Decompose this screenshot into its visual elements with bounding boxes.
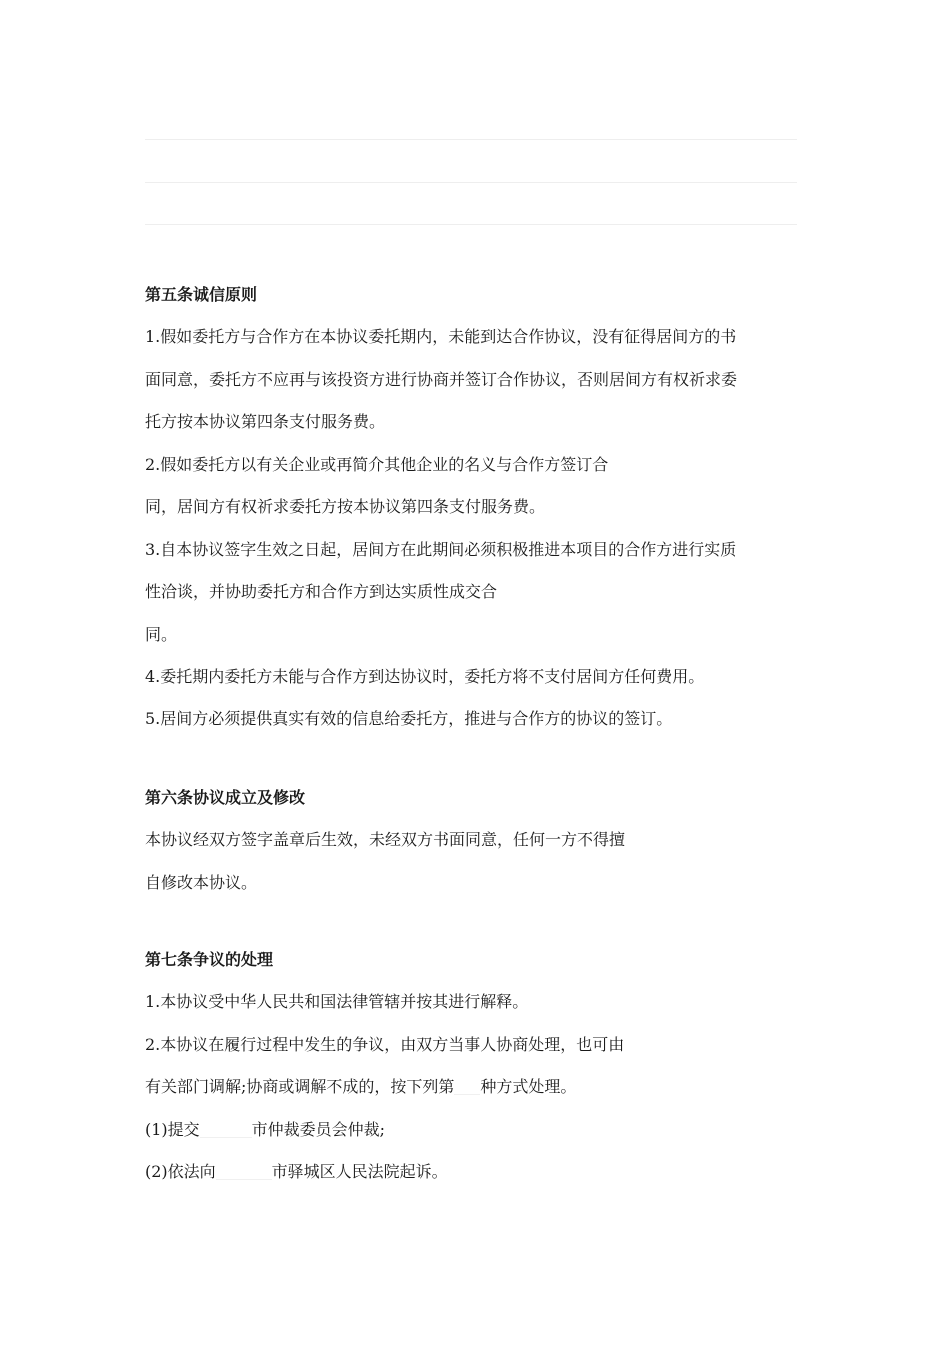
section-5-line: 同。: [145, 625, 178, 644]
section-5-heading: 第五条诚信原则: [145, 285, 258, 304]
section-7-text: 市驿城区人民法院起诉。: [271, 1162, 448, 1181]
section-7-text: 种方式处理。: [480, 1077, 577, 1096]
fill-in-blank[interactable]: [216, 1161, 272, 1180]
section-5-line: 面同意，委托方不应再与该投资方进行协商并签订合作协议，否则居间方有权祈求委: [145, 370, 738, 389]
section-7-text: (2)依法向: [145, 1162, 216, 1181]
section-7-text: 市仲裁委员会仲裁;: [251, 1120, 386, 1139]
section-7-line: 1.本协议受中华人民共和国法律管辖并按其进行解释。: [145, 992, 529, 1011]
section-5-line: 3.自本协议签字生效之日起，居间方在此期间必须积极推进本项目的合作方进行实质: [145, 540, 737, 559]
faint-rule: [145, 182, 797, 183]
section-7-line: [145, 1119, 805, 1141]
section-5-line: 5.居间方必须提供真实有效的信息给委托方，推进与合作方的协议的签订。: [145, 709, 673, 728]
section-5-line: 同，居间方有权祈求委托方按本协议第四条支付服务费。: [145, 497, 546, 516]
section-7-text: 有关部门调解;协商或调解不成的，按下列第: [145, 1077, 455, 1096]
section-7-line: [145, 1161, 805, 1183]
section-5-line: 2.假如委托方以有关企业或再简介其他企业的名义与合作方签订合: [145, 455, 609, 474]
section-5-line: 性洽谈，并协助委托方和合作方到达实质性成交合: [145, 582, 498, 601]
section-7-line: 2.本协议在履行过程中发生的争议，由双方当事人协商处理，也可由: [145, 1035, 625, 1054]
section-5-line: 4.委托期内委托方未能与合作方到达协议时，委托方将不支付居间方任何费用。: [145, 667, 705, 686]
section-7-text: (1)提交: [145, 1120, 200, 1139]
faint-rule: [145, 224, 797, 225]
section-5-line: 1.假如委托方与合作方在本协议委托期内，未能到达合作协议，没有征得居间方的书: [145, 327, 737, 346]
section-6-line: 自修改本协议。: [145, 873, 258, 892]
section-5-line: 托方按本协议第四条支付服务费。: [145, 412, 386, 431]
section-7-heading: 第七条争议的处理: [145, 950, 274, 969]
fill-in-blank[interactable]: [454, 1076, 480, 1095]
section-6-line: 本协议经双方签字盖章后生效，未经双方书面同意，任何一方不得擅: [145, 830, 626, 849]
section-6-heading: 第六条协议成立及修改: [145, 788, 306, 807]
fill-in-blank[interactable]: [200, 1119, 252, 1138]
faint-rule: [145, 139, 797, 140]
section-7-line: [145, 1076, 805, 1098]
